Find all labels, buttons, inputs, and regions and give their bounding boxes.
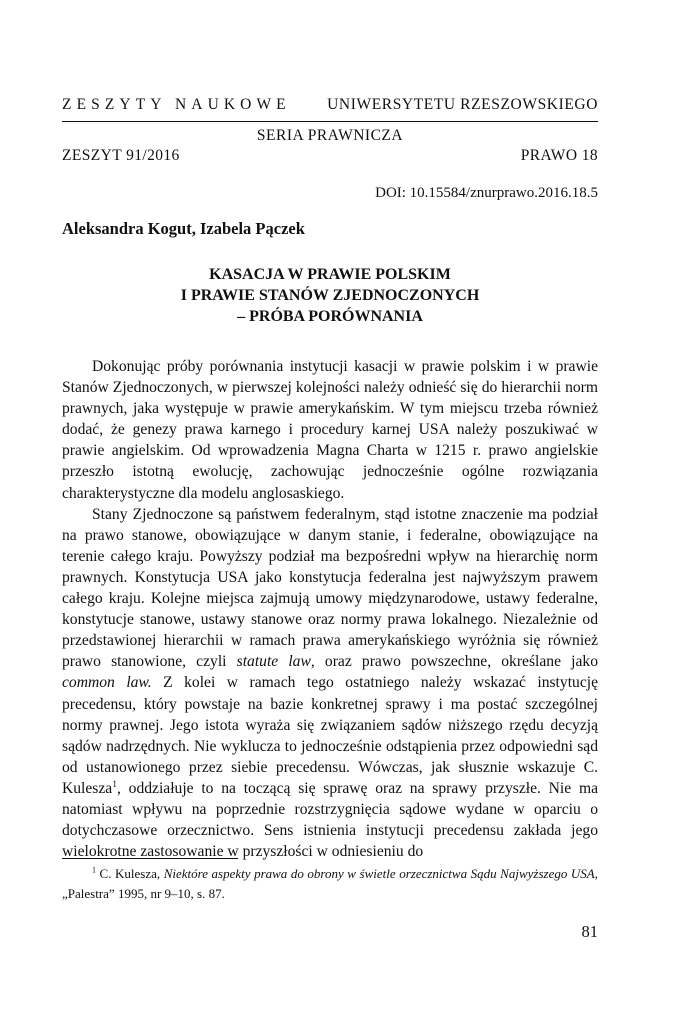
paragraph-2-text-b: , oraz prawo powszechne, określane jako [310,653,598,671]
paragraph-2-text-c: Z kolei w ramach tego ostatniego należy wskazać instytucję precedensu, który powstaje na bazie konkretnej sprawy i ma postać szczególnej normy prawnej. Jego istota wyraża się związaniem sądów niższego rzędu decyzją sądów nadrzędnych. Nie wyklucza to jednocześnie odstąpienia przez odpowiedni sąd od ustanowionego przez siebie precedensu. Wówczas, jak słusznie wskazuje C. Kulesza [62,674,598,797]
title-line-1: KASACJA W PRAWIE POLSKIM [209,266,451,283]
header-rule [62,121,598,122]
paragraph-2-text-d: , oddziałuje to na toczącą się sprawę oraz na sprawy przyszłe. Nie ma natomiast wpływu na poprzednie rozstrzygnięcia sądowe wydane w oparciu o dotychczasowe orzecznictwo. Sens istnienia instytucji precedensu zakłada jego wielokrotne zastosowanie w przyszłości w odniesieniu do [62,779,598,861]
footnote-title: Niektóre aspekty prawa do obrony w świetle orzecznictwa Sądu Najwyższego USA [163,866,595,881]
title-line-3: – PRÓBA PORÓWNANIA [237,308,423,325]
journal-name [62,96,598,114]
footnote-rule [62,858,238,859]
footnote-number: 1 [92,865,96,875]
journal-name-part1: ZESZYTY NAUKOWE [62,96,291,113]
article-title [62,264,598,327]
title-line-2: I PRAWIE STANÓW ZJEDNOCZONYCH [180,287,480,304]
article-body [62,356,598,862]
series-name: SERIA PRAWNICZA [256,127,404,144]
term-common-law: common law. [62,674,152,692]
page-number: 81 [581,922,598,941]
paragraph-1: Dokonując próby porównania instytucji kasacji w prawie polskim i w prawie Stanów Zjednoczonych, w pierwszej kolejności należy odnieść się do hierarchii norm prawnych, jaka występuje w prawie amerykańskim. W tym miejscu trzeba również dodać, że genezy prawa karnego i procedury karnej USA należy poszukiwać w prawie angielskim. Od wprowadzenia Magna Charta w 1215 r. prawo angielskie przeszło istotną ewolucję, zachowując jednocześnie ogólne rozwiązania charakterystyczne dla modelu anglosaskiego. [62,358,598,502]
footnote-reference: 1 [112,779,117,790]
paragraph-2 [62,504,598,863]
issue-number: ZESZYT 91/2016 [62,147,180,164]
authors: Aleksandra Kogut, Izabela Pączek [62,219,305,238]
footnote-author: C. Kulesza, [96,866,164,881]
issue-row [62,147,598,165]
paragraph-2-text-a: Stany Zjednoczone są państwem federalnym, stąd istotne znaczenie ma podział na prawo stanowe, obowiązujące w danym stanie, i federalne, obowiązujące na terenie całego kraju. Powyższy podział ma bezpośredni wpływ na hierarchię norm prawnych. Konstytucja USA jako konstytucja federalna jest najwyższym prawem całego kraju. Kolejne miejsca zajmują umowy międzynarodowe, ustawy federalne, konstytucje stanowe, ustawy stanowe oraz normy prawa lokalnego. Niezależnie od przedstawionej hierarchii w ramach prawa amerykańskiego wyróżnia się również prawo stanowione, czyli [62,505,598,671]
journal-name-part2: UNIWERSYTETU RZESZOWSKIEGO [327,96,598,113]
term-statute-law: statute law [236,653,311,671]
footnote-source: , „Palestra” 1995, nr 9–10, s. 87. [62,866,598,901]
volume-number: PRAWO 18 [520,147,598,164]
doi: DOI: 10.15584/znurprawo.2016.18.5 [375,185,598,201]
footnote [62,864,598,903]
article-page [62,0,598,1024]
